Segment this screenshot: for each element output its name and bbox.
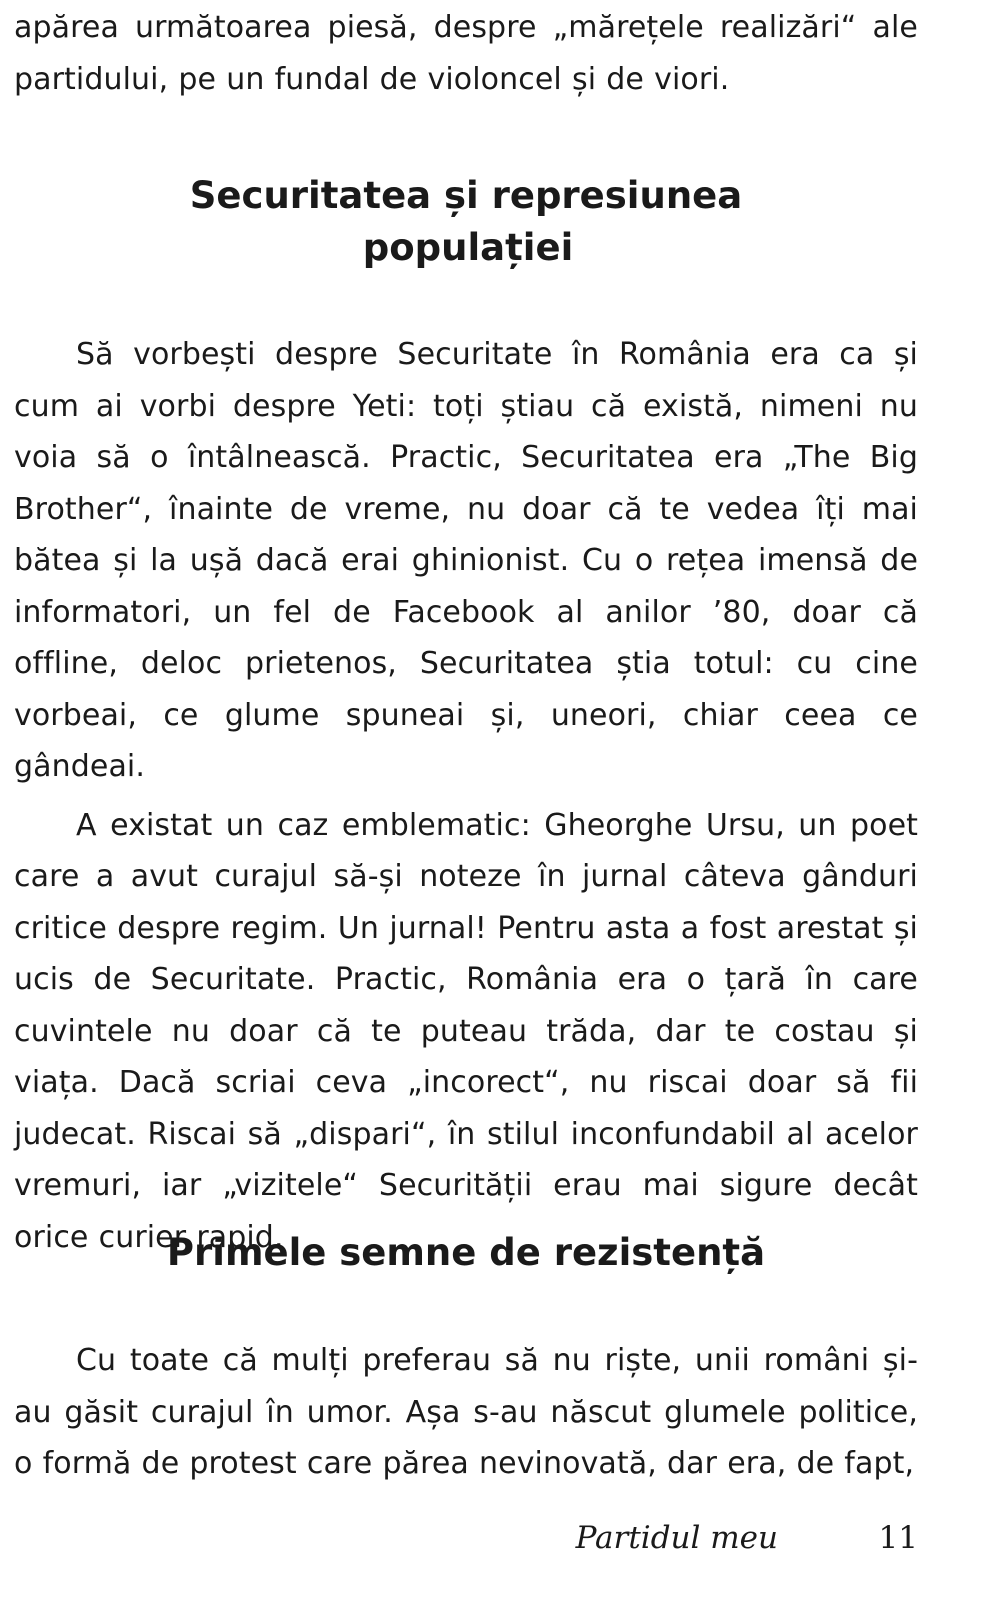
section-body-rezistenta: [14, 1335, 918, 1490]
section-heading-line-2: populației: [362, 226, 574, 269]
section-body-securitate: [14, 329, 918, 1263]
section-heading-line-1: Securitatea și represiunea: [189, 174, 743, 217]
book-page: [14, 0, 918, 1600]
body-paragraph: Cu toate că mulți preferau să nu riște, unii români și-au găsit curajul în umor. Așa s-au născut glumele politice, o formă de protest care părea nevinovată, dar era, de fapt,: [14, 1343, 918, 1481]
intro-paragraph: apărea următoarea piesă, despre „mărețele realizări“ ale partidului, pe un fundal de violoncel și de viori.: [14, 10, 918, 97]
page-footer: [14, 1513, 918, 1563]
section-heading-securitate: [14, 170, 918, 274]
section-heading-rezistenta: Primele semne de rezistență: [166, 1231, 766, 1274]
running-title: Partidul meu: [575, 1520, 778, 1556]
page-number: 11: [878, 1520, 918, 1556]
body-paragraph: A existat un caz emblematic: Gheorghe Ursu, un poet care a avut curajul să-și noteze în jurnal câteva gânduri critice despre regim. Un jurnal! Pentru asta a fost arestat și ucis de Securitate. Practic, România era o țară în care cuvintele nu doar că te puteau trăda, dar te costau și viața. Dacă scriai ceva „incorect“, nu riscai doar să fii judecat. Riscai să „dispari“, în stilul inconfundabil al acelor vremuri, iar „vizitele“ Securității erau mai sigure decât orice curier rapid.: [14, 807, 918, 1255]
body-paragraph: Să vorbești despre Securitate în România era ca și cum ai vorbi despre Yeti: toți știau că există, nimeni nu voia să o întâlnească. Practic, Securitatea era „The Big Brother“, înainte de vreme, nu doar că te vedea îți mai bătea și la ușă dacă erai ghinionist. Cu o rețea imensă de informatori, un fel de Facebook al anilor ’80, doar că offline, deloc prietenos, Securitatea știa totul: cu cine vorbeai, ce glume spuneai și, uneori, chiar ceea ce gândeai.: [14, 337, 918, 784]
